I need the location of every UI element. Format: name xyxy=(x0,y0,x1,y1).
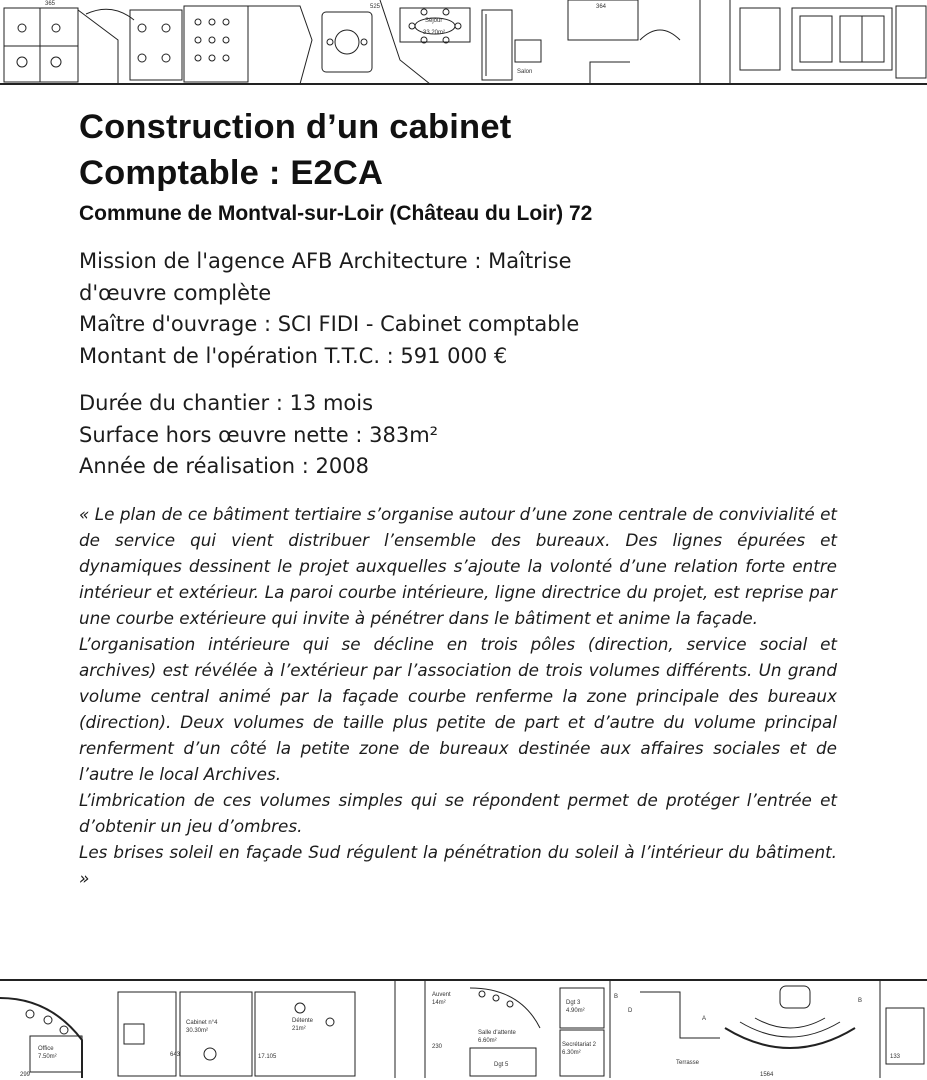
project-facts xyxy=(79,246,837,372)
floor-plan-footer-image xyxy=(0,978,927,1080)
description-paragraph: Les brises soleil en façade Sud régulent la pénétration du soleil à l’intérieur du bâtiment. » xyxy=(79,841,837,888)
fact-mission-cont: d'œuvre complète xyxy=(79,280,272,305)
svg-text:6.60m²: 6.60m² xyxy=(478,1038,497,1044)
project-stats xyxy=(79,388,837,483)
svg-text:Terrasse: Terrasse xyxy=(676,1060,700,1066)
svg-text:D: D xyxy=(628,1008,633,1014)
title-line-2: Comptable : E2CA xyxy=(79,154,384,192)
svg-text:Auvent: Auvent xyxy=(432,992,451,998)
description-paragraph: L’organisation intérieure qui se décline en trois pôles (direction, service social et archives) est révélée à l’extérieur par l’association de trois volumes différents. Un grand volume central animé par la façade courbe renferme la zone principale des bureaux (direction). Deux volumes de taille plus petite de part et d’autre du volume principal renferment d’un côté la petite zone de bureaux destinée aux affaires sociales et de l’autre le local Archives. xyxy=(79,633,837,784)
svg-text:Cabinet n°4: Cabinet n°4 xyxy=(186,1020,218,1026)
description-paragraph: L’imbrication de ces volumes simples qui se répondent permet de protéger l’entrée et d’obtenir un jeu d’ombres. xyxy=(79,789,837,836)
svg-text:6.30m²: 6.30m² xyxy=(562,1050,581,1056)
svg-text:1564: 1564 xyxy=(760,1072,774,1078)
project-description xyxy=(79,501,837,891)
svg-text:30.30m²: 30.30m² xyxy=(186,1028,209,1034)
stat-duration: Durée du chantier : 13 mois xyxy=(79,391,374,415)
svg-text:364: 364 xyxy=(596,4,607,10)
svg-text:Dgt 5: Dgt 5 xyxy=(494,1062,509,1068)
svg-text:299: 299 xyxy=(20,1072,31,1078)
svg-text:Séjour: Séjour xyxy=(425,18,443,24)
svg-text:Salle d'attente: Salle d'attente xyxy=(478,1030,516,1036)
svg-text:B: B xyxy=(858,998,863,1004)
svg-text:Détente: Détente xyxy=(292,1018,314,1024)
stat-surface: Surface hors œuvre nette : 383m² xyxy=(79,422,439,447)
svg-text:643: 643 xyxy=(170,1052,181,1058)
svg-text:17.105: 17.105 xyxy=(258,1054,277,1060)
svg-text:365: 365 xyxy=(45,1,56,7)
svg-text:Dgt 3: Dgt 3 xyxy=(566,1000,581,1006)
svg-text:230: 230 xyxy=(432,1044,443,1050)
svg-text:Salon: Salon xyxy=(517,69,533,75)
svg-text:Secrétariat 2: Secrétariat 2 xyxy=(562,1042,597,1048)
commune-subtitle: Commune de Montval-sur-Loir (Château du Loir) 72 xyxy=(79,202,593,225)
svg-text:21m²: 21m² xyxy=(292,1026,306,1032)
svg-text:7.50m²: 7.50m² xyxy=(38,1054,57,1060)
fact-mission: Mission de l'agence AFB Architecture : Maîtrise xyxy=(79,249,572,273)
svg-text:525: 525 xyxy=(370,4,381,10)
svg-text:4.90m²: 4.90m² xyxy=(566,1008,585,1014)
svg-text:B: B xyxy=(614,994,619,1000)
project-sheet xyxy=(79,104,837,891)
svg-text:133: 133 xyxy=(890,1054,901,1060)
svg-text:A: A xyxy=(702,1016,707,1022)
svg-text:14m²: 14m² xyxy=(432,1000,446,1006)
description-paragraph: « Le plan de ce bâtiment tertiaire s’organise autour d’une zone centrale de convivialité et de service qui vient distribuer l’ensemble des bureaux. Des lignes épurées et dynamiques dessinent le projet auxquelles s’ajoute la volonté d’une relation forte entre intérieur et extérieur. La paroi courbe intérieure, ligne directrice du projet, est reprise par une courbe extérieure qui invite à pénétrer dans le bâtiment et anime la façade. xyxy=(79,503,837,628)
svg-text:Office: Office xyxy=(38,1046,54,1052)
title-line-1: Construction d’un cabinet xyxy=(79,108,512,146)
project-title xyxy=(79,104,837,196)
floor-plan-header-image xyxy=(0,0,927,86)
stat-year: Année de réalisation : 2008 xyxy=(79,454,369,478)
fact-amount: Montant de l'opération T.T.C. : 591 000 € xyxy=(79,343,508,368)
svg-text:33.20m²: 33.20m² xyxy=(423,30,446,36)
fact-client: Maître d'ouvrage : SCI FIDI - Cabinet comptable xyxy=(79,312,580,336)
